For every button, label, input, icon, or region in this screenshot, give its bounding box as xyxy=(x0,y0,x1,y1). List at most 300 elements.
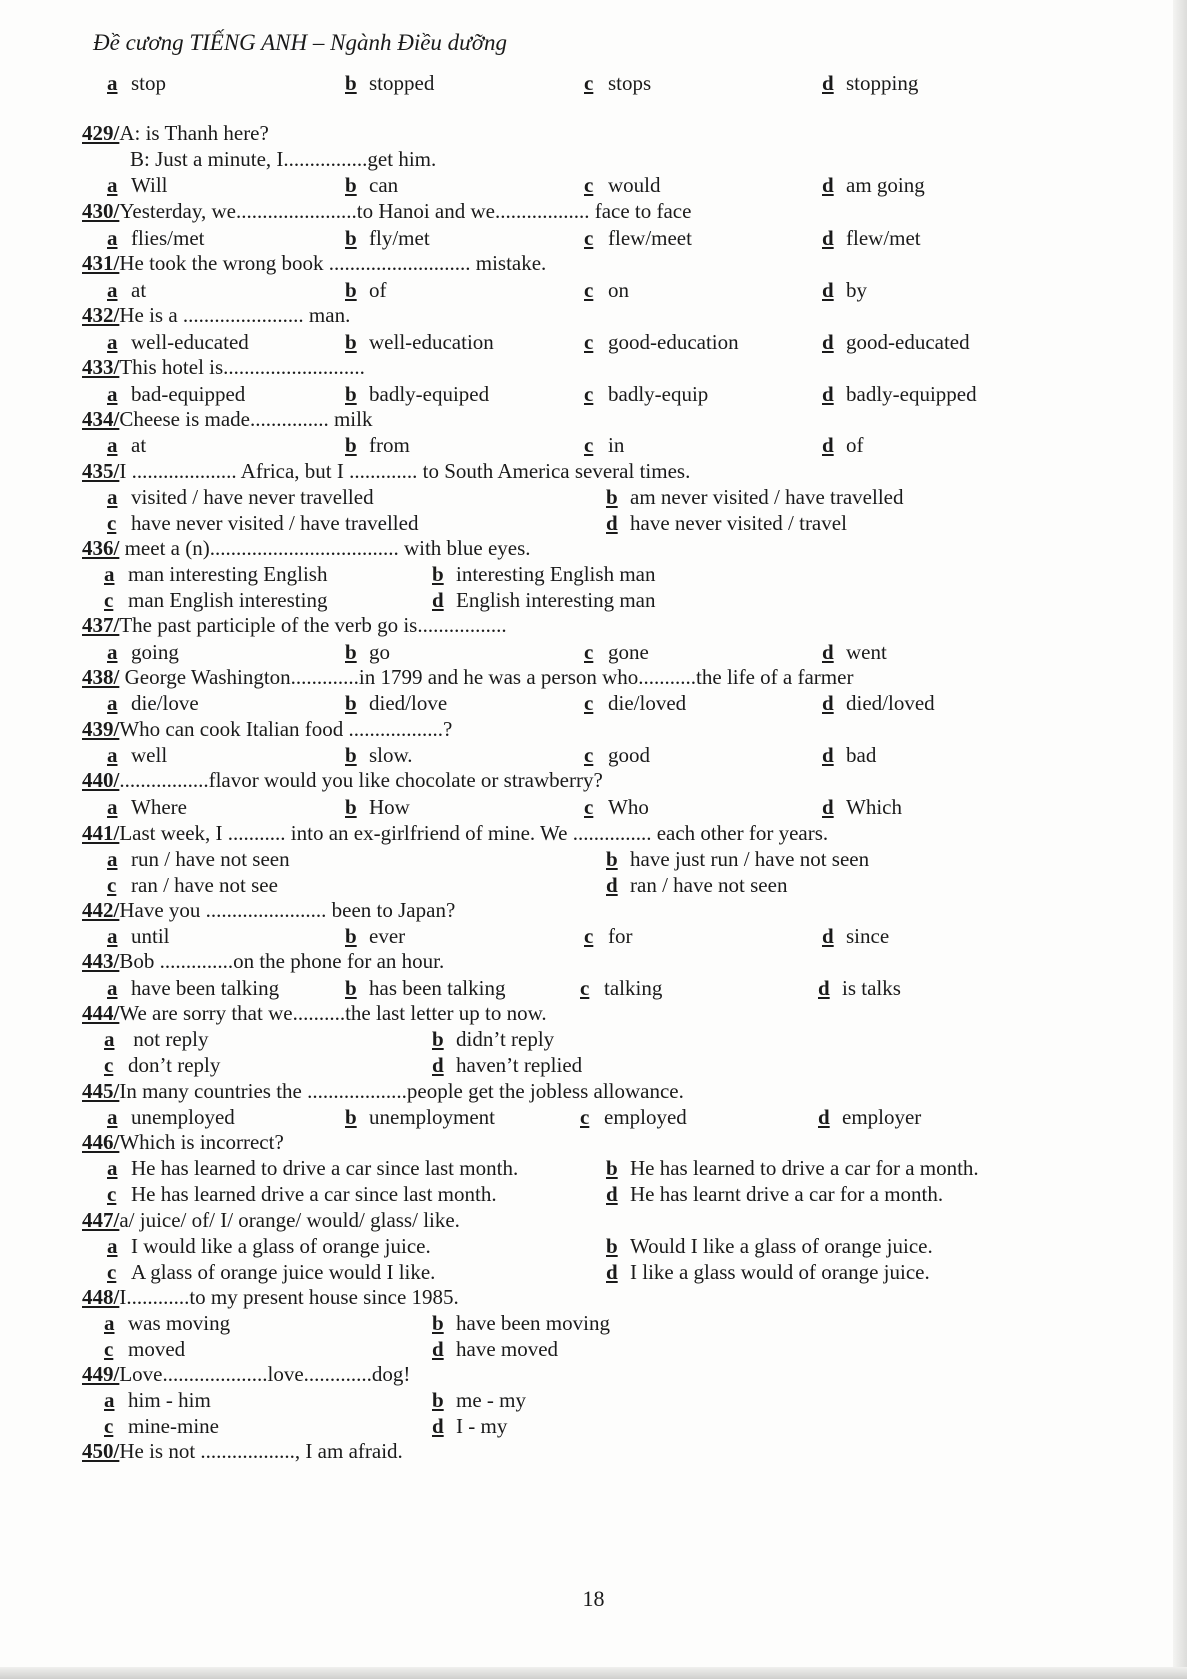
option-a[interactable] xyxy=(107,432,146,459)
option-a[interactable] xyxy=(104,1026,208,1053)
option-letter: d xyxy=(432,588,444,612)
question-stem xyxy=(82,120,269,147)
question-text: a/ juice/ of/ I/ orange/ would/ glass/ like. xyxy=(119,1208,460,1232)
option-a[interactable] xyxy=(107,794,187,821)
option-b[interactable] xyxy=(345,794,410,821)
option-letter: c xyxy=(584,795,594,819)
question-stem xyxy=(82,1000,547,1027)
option-letter: c xyxy=(104,588,114,612)
option-text: Would I like a glass of orange juice. xyxy=(630,1234,933,1258)
option-text: Will xyxy=(131,173,168,197)
option-c[interactable] xyxy=(107,1181,497,1208)
option-b[interactable] xyxy=(432,1310,610,1337)
option-text: run / have not seen xyxy=(131,847,290,871)
option-d[interactable] xyxy=(822,277,867,304)
option-d[interactable] xyxy=(822,432,864,459)
question-number: 442/ xyxy=(82,898,120,922)
question-448 xyxy=(0,1284,1187,1311)
question-number: 435/ xyxy=(82,459,120,483)
question-text-line-2: B: Just a minute, I................get him. xyxy=(130,147,437,171)
option-letter: d xyxy=(822,924,834,948)
option-text: bad xyxy=(846,743,877,767)
question-432 xyxy=(0,302,1187,329)
option-text: stopped xyxy=(369,71,435,95)
question-442 xyxy=(0,897,1187,924)
option-letter: a xyxy=(107,226,118,250)
option-text: badly-equiped xyxy=(369,382,490,406)
option-c[interactable] xyxy=(584,70,651,97)
option-b[interactable] xyxy=(432,1387,526,1414)
option-letter: d xyxy=(822,71,834,95)
question-number: 450/ xyxy=(82,1439,120,1463)
option-text: flies/met xyxy=(131,226,205,250)
option-d[interactable] xyxy=(822,381,977,408)
option-text: well-educated xyxy=(131,330,249,354)
options-row-1 xyxy=(0,561,1187,588)
option-text: well xyxy=(131,743,168,767)
option-a[interactable] xyxy=(107,975,279,1002)
option-a[interactable] xyxy=(107,690,199,717)
option-c[interactable] xyxy=(584,225,692,252)
option-a[interactable] xyxy=(107,277,146,304)
options-row xyxy=(0,381,1187,408)
option-letter: d xyxy=(822,226,834,250)
option-d[interactable] xyxy=(606,1181,943,1208)
option-text: on xyxy=(608,278,629,302)
option-text: in xyxy=(608,433,625,457)
option-letter: b xyxy=(345,640,357,664)
question-445 xyxy=(0,1078,1187,1105)
question-text: I............to my present house since 1985. xyxy=(119,1285,459,1309)
option-b[interactable] xyxy=(606,1233,933,1260)
question-text: Last week, I ........... into an ex-girlfriend of mine. We ............... each other for years. xyxy=(119,821,829,845)
option-text: die/loved xyxy=(608,691,687,715)
question-447 xyxy=(0,1207,1187,1234)
question-number: 432/ xyxy=(82,303,120,327)
option-letter: a xyxy=(107,1234,118,1258)
option-letter: d xyxy=(822,743,834,767)
option-c[interactable] xyxy=(584,742,650,769)
option-text: employer xyxy=(842,1105,922,1129)
option-letter: c xyxy=(584,382,594,406)
question-stem xyxy=(82,612,507,639)
option-b[interactable] xyxy=(345,742,413,769)
option-text: Who xyxy=(608,795,649,819)
option-letter: c xyxy=(107,1260,117,1284)
question-text: meet a (n).................................... with blue eyes. xyxy=(119,536,531,560)
option-letter: a xyxy=(107,847,118,871)
option-letter: c xyxy=(107,873,117,897)
question-429 xyxy=(0,120,1187,147)
option-text: went xyxy=(846,640,887,664)
option-text: going xyxy=(131,640,179,664)
option-a[interactable] xyxy=(107,1155,518,1182)
question-text: We are sorry that we..........the last letter up to now. xyxy=(119,1001,547,1025)
option-letter: b xyxy=(345,691,357,715)
option-text: is talks xyxy=(842,976,901,1000)
question-stem xyxy=(82,458,690,485)
option-b[interactable] xyxy=(345,70,434,97)
option-b[interactable] xyxy=(345,329,494,356)
option-letter: c xyxy=(107,1182,117,1206)
option-b[interactable] xyxy=(345,1104,495,1131)
question-number: 440/ xyxy=(82,768,120,792)
option-d[interactable] xyxy=(822,225,921,252)
options-row-1 xyxy=(0,1310,1187,1337)
option-letter: a xyxy=(104,562,115,586)
option-a[interactable] xyxy=(107,846,290,873)
option-text: stop xyxy=(131,71,167,95)
option-a[interactable] xyxy=(107,381,245,408)
option-letter: b xyxy=(432,1027,444,1051)
option-d[interactable] xyxy=(432,1336,558,1363)
option-text: English interesting man xyxy=(456,588,656,612)
option-text: for xyxy=(608,924,633,948)
option-b[interactable] xyxy=(432,1026,554,1053)
option-b[interactable] xyxy=(606,846,869,873)
question-text: Love....................love.............dog! xyxy=(119,1362,411,1386)
question-430 xyxy=(0,198,1187,225)
option-text: I would like a glass of orange juice. xyxy=(131,1234,431,1258)
option-letter: b xyxy=(345,1105,357,1129)
option-text: Where xyxy=(131,795,187,819)
option-letter: d xyxy=(822,640,834,664)
option-d[interactable] xyxy=(432,587,655,614)
option-text: go xyxy=(369,640,390,664)
option-text: good-educated xyxy=(846,330,970,354)
question-429-line-2 xyxy=(0,146,1187,173)
options-row xyxy=(0,923,1187,950)
option-a[interactable] xyxy=(107,742,167,769)
option-letter: b xyxy=(606,1234,618,1258)
option-d[interactable] xyxy=(822,639,887,666)
option-d[interactable] xyxy=(822,690,935,717)
option-letter: a xyxy=(107,924,118,948)
question-number: 438/ xyxy=(82,665,120,689)
options-row xyxy=(0,690,1187,717)
option-a[interactable] xyxy=(107,484,374,511)
option-letter: b xyxy=(345,71,357,95)
option-text: stops xyxy=(608,71,652,95)
option-text: talking xyxy=(604,976,663,1000)
question-number: 449/ xyxy=(82,1362,120,1386)
option-a[interactable] xyxy=(107,70,166,97)
option-d[interactable] xyxy=(822,172,925,199)
option-letter: c xyxy=(584,330,594,354)
option-letter: b xyxy=(345,433,357,457)
question-stem xyxy=(82,1207,460,1234)
option-letter: c xyxy=(580,1105,590,1129)
option-letter: b xyxy=(345,278,357,302)
options-row-2 xyxy=(0,872,1187,899)
options-row xyxy=(0,432,1187,459)
option-text: would xyxy=(608,173,661,197)
option-a[interactable] xyxy=(104,1387,211,1414)
option-text: employed xyxy=(604,1105,687,1129)
option-letter: c xyxy=(584,173,594,197)
option-a[interactable] xyxy=(107,172,167,199)
option-c[interactable] xyxy=(580,975,662,1002)
option-text: was moving xyxy=(128,1311,231,1335)
option-text: fly/met xyxy=(369,226,430,250)
question-stem xyxy=(82,1078,684,1105)
option-text: man English interesting xyxy=(128,588,328,612)
option-text: He has learned to drive a car since last month. xyxy=(131,1156,519,1180)
option-letter: c xyxy=(104,1053,114,1077)
option-letter: d xyxy=(606,1182,618,1206)
option-letter: c xyxy=(584,691,594,715)
option-d[interactable] xyxy=(818,975,901,1002)
option-b[interactable] xyxy=(606,484,903,511)
option-d[interactable] xyxy=(432,1413,507,1440)
question-text: He took the wrong book ........................... mistake. xyxy=(119,251,547,275)
option-c[interactable] xyxy=(107,510,418,537)
option-c[interactable] xyxy=(584,381,708,408)
option-text: didn’t reply xyxy=(456,1027,555,1051)
option-a[interactable] xyxy=(107,1233,431,1260)
option-text: bad-equipped xyxy=(131,382,246,406)
option-b[interactable] xyxy=(345,277,387,304)
option-c[interactable] xyxy=(584,923,633,950)
option-letter: b xyxy=(432,562,444,586)
option-letter: a xyxy=(107,330,118,354)
option-b[interactable] xyxy=(345,923,405,950)
question-text: He is not .................., I am afraid. xyxy=(119,1439,403,1463)
question-stem xyxy=(82,1129,284,1156)
option-c[interactable] xyxy=(104,587,327,614)
option-b[interactable] xyxy=(345,381,489,408)
options-row xyxy=(0,329,1187,356)
option-c[interactable] xyxy=(584,329,739,356)
option-text: don’t reply xyxy=(128,1053,221,1077)
option-text: moved xyxy=(128,1337,186,1361)
option-c[interactable] xyxy=(104,1413,219,1440)
option-letter: b xyxy=(345,173,357,197)
option-d[interactable] xyxy=(606,872,787,899)
option-a[interactable] xyxy=(107,225,204,252)
option-text: He has learned to drive a car for a month. xyxy=(630,1156,979,1180)
options-row xyxy=(0,742,1187,769)
option-text: flew/met xyxy=(846,226,921,250)
question-number: 441/ xyxy=(82,821,120,845)
option-text: have been moving xyxy=(456,1311,610,1335)
option-letter: b xyxy=(345,976,357,1000)
option-letter: a xyxy=(107,1156,118,1180)
options-row-2 xyxy=(0,1259,1187,1286)
options-row-2 xyxy=(0,510,1187,537)
option-letter: c xyxy=(104,1337,114,1361)
option-c[interactable] xyxy=(584,432,624,459)
option-letter: d xyxy=(818,1105,830,1129)
option-letter: a xyxy=(107,433,118,457)
option-d[interactable] xyxy=(822,923,889,950)
option-letter: b xyxy=(606,847,618,871)
option-text: until xyxy=(131,924,170,948)
option-letter: d xyxy=(818,976,830,1000)
option-c[interactable] xyxy=(584,172,661,199)
option-letter: b xyxy=(345,795,357,819)
question-text: Have you ....................... been to Japan? xyxy=(119,898,456,922)
option-c[interactable] xyxy=(580,1104,687,1131)
question-439 xyxy=(0,716,1187,743)
option-letter: d xyxy=(822,795,834,819)
option-text: good xyxy=(608,743,650,767)
question-stem xyxy=(82,198,691,225)
option-text: not reply xyxy=(128,1027,209,1051)
option-a[interactable] xyxy=(107,923,170,950)
option-text: interesting English man xyxy=(456,562,656,586)
option-c[interactable] xyxy=(584,690,686,717)
option-letter: c xyxy=(584,433,594,457)
option-letter: d xyxy=(822,330,834,354)
question-number: 444/ xyxy=(82,1001,120,1025)
option-letter: a xyxy=(107,640,118,664)
options-row xyxy=(0,225,1187,252)
question-436 xyxy=(0,535,1187,562)
options-row-1 xyxy=(0,1026,1187,1053)
option-letter: b xyxy=(432,1388,444,1412)
option-text: am going xyxy=(846,173,925,197)
option-letter: d xyxy=(822,691,834,715)
option-text: stopping xyxy=(846,71,919,95)
option-letter: d xyxy=(822,278,834,302)
option-a[interactable] xyxy=(107,1104,235,1131)
question-449 xyxy=(0,1361,1187,1388)
option-text: of xyxy=(369,278,387,302)
option-a[interactable] xyxy=(104,561,327,588)
question-text: The past participle of the verb go is................. xyxy=(119,613,507,637)
option-c[interactable] xyxy=(104,1052,220,1079)
options-row xyxy=(0,1104,1187,1131)
question-441 xyxy=(0,820,1187,847)
option-letter: c xyxy=(584,743,594,767)
option-letter: d xyxy=(432,1414,444,1438)
question-stem xyxy=(82,1438,403,1465)
question-number: 431/ xyxy=(82,251,120,275)
question-431 xyxy=(0,250,1187,277)
option-text: ran / have not see xyxy=(131,873,278,897)
option-text: have never visited / travel xyxy=(630,511,847,535)
option-letter: c xyxy=(584,71,594,95)
question-number: 447/ xyxy=(82,1208,120,1232)
option-a[interactable] xyxy=(107,639,179,666)
question-stem xyxy=(82,716,452,743)
question-stem xyxy=(82,250,546,277)
question-438 xyxy=(0,664,1187,691)
option-d[interactable] xyxy=(432,1052,582,1079)
options-row-1 xyxy=(0,1233,1187,1260)
question-text: .................flavor would you like chocolate or strawberry? xyxy=(119,768,603,792)
question-446 xyxy=(0,1129,1187,1156)
options-row-continued xyxy=(0,70,1187,97)
question-435 xyxy=(0,458,1187,485)
question-number: 445/ xyxy=(82,1079,120,1103)
option-letter: b xyxy=(345,330,357,354)
option-text: unemployed xyxy=(131,1105,235,1129)
option-letter: a xyxy=(104,1027,115,1051)
option-b[interactable] xyxy=(345,690,447,717)
option-a[interactable] xyxy=(107,329,249,356)
option-letter: b xyxy=(345,743,357,767)
option-d[interactable] xyxy=(606,510,847,537)
option-b[interactable] xyxy=(345,225,430,252)
option-d[interactable] xyxy=(822,742,876,769)
question-number: 446/ xyxy=(82,1130,120,1154)
option-c[interactable] xyxy=(584,277,629,304)
question-number: 433/ xyxy=(82,355,120,379)
option-b[interactable] xyxy=(432,561,655,588)
option-c[interactable] xyxy=(584,794,649,821)
option-text: gone xyxy=(608,640,649,664)
option-letter: c xyxy=(104,1414,114,1438)
option-text: slow. xyxy=(369,743,413,767)
option-d[interactable] xyxy=(818,1104,921,1131)
question-number: 448/ xyxy=(82,1285,120,1309)
question-stem xyxy=(82,406,372,433)
option-text: am never visited / have travelled xyxy=(630,485,904,509)
option-letter: a xyxy=(107,743,118,767)
option-text: Which xyxy=(846,795,902,819)
option-text: him - him xyxy=(128,1388,211,1412)
option-letter: c xyxy=(107,511,117,535)
question-stem xyxy=(82,767,603,794)
option-text: He has learnt drive a car for a month. xyxy=(630,1182,944,1206)
option-b[interactable] xyxy=(345,639,390,666)
options-row xyxy=(0,172,1187,199)
option-text: at xyxy=(131,433,147,457)
question-stem xyxy=(82,535,531,562)
option-letter: b xyxy=(606,1156,618,1180)
option-b[interactable] xyxy=(345,432,410,459)
option-text: from xyxy=(369,433,410,457)
option-c[interactable] xyxy=(107,872,278,899)
option-letter: a xyxy=(107,485,118,509)
option-a[interactable] xyxy=(104,1310,230,1337)
option-text: of xyxy=(846,433,864,457)
option-b[interactable] xyxy=(606,1155,979,1182)
question-text: He is a ....................... man. xyxy=(119,303,351,327)
option-letter: d xyxy=(606,873,618,897)
option-letter: c xyxy=(584,226,594,250)
option-text: He has learned drive a car since last month. xyxy=(131,1182,497,1206)
option-d[interactable] xyxy=(822,70,918,97)
option-c[interactable] xyxy=(104,1336,185,1363)
option-text: badly-equipped xyxy=(846,382,977,406)
option-d[interactable] xyxy=(606,1259,930,1286)
option-d[interactable] xyxy=(822,329,970,356)
question-444 xyxy=(0,1000,1187,1027)
option-c[interactable] xyxy=(584,639,649,666)
question-number: 429/ xyxy=(82,121,120,145)
option-b[interactable] xyxy=(345,975,505,1002)
options-row xyxy=(0,639,1187,666)
option-b[interactable] xyxy=(345,172,398,199)
option-d[interactable] xyxy=(822,794,902,821)
option-text: visited / have never travelled xyxy=(131,485,374,509)
option-c[interactable] xyxy=(107,1259,435,1286)
options-row-1 xyxy=(0,846,1187,873)
question-text: A: is Thanh here? xyxy=(119,121,269,145)
option-letter: a xyxy=(104,1388,115,1412)
option-letter: b xyxy=(606,485,618,509)
option-text: haven’t replied xyxy=(456,1053,583,1077)
option-text: since xyxy=(846,924,890,948)
options-row xyxy=(0,277,1187,304)
question-stem xyxy=(82,897,455,924)
page-header: Đề cương TIẾNG ANH – Ngành Điều dưỡng xyxy=(93,30,507,55)
question-text: George Washington.............in 1799 and he was a person who...........the life of a farmer xyxy=(119,665,854,689)
question-434 xyxy=(0,406,1187,433)
